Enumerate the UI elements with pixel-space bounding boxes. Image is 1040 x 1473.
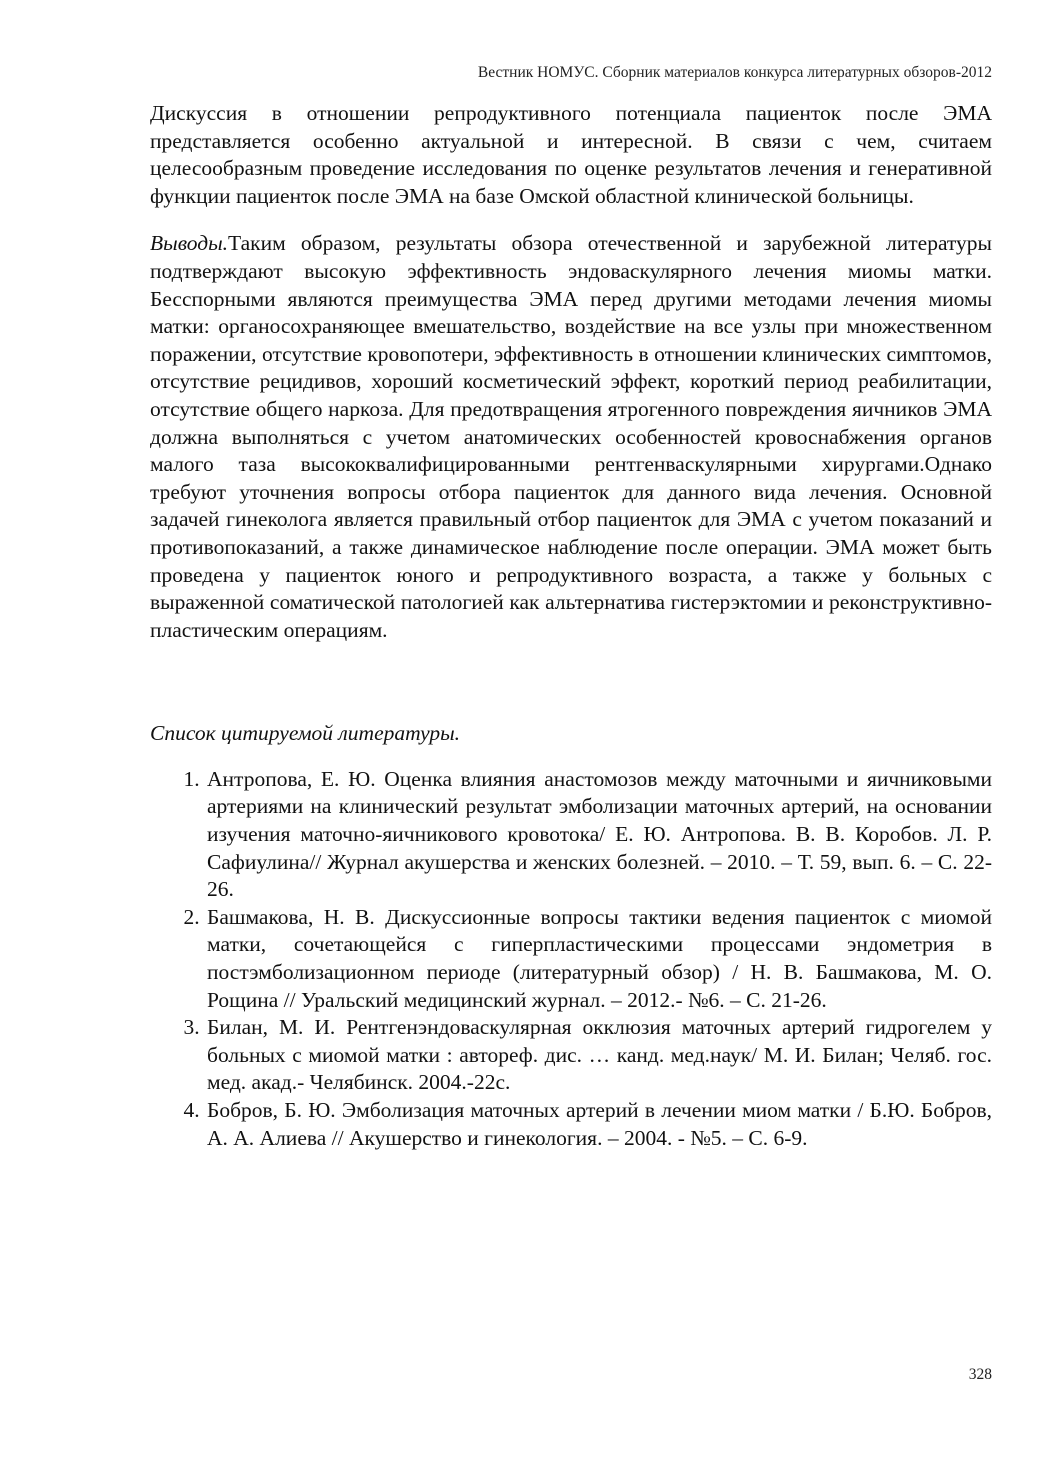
paragraph-discussion: Дискуссия в отношении репродуктивного потенциала пациенток после ЭМА представляется особенно актуальной и интересной. В связи с чем, считаем целесообразным проведение исследования по оценке результатов лечения и генеративной функции пациенток после ЭМА на базе Омской областной клинической больницы. bbox=[150, 101, 992, 208]
page-number: 328 bbox=[968, 1366, 992, 1383]
paragraph-conclusions bbox=[150, 230, 992, 644]
main-content bbox=[150, 100, 992, 1152]
conclusions-label: Выводы. bbox=[150, 231, 229, 256]
reference-item: 3. Билан, М. И. Рентгенэндоваскулярная окклюзия маточных артерий гидрогелем у больных с миомой матки : автореф. дис. … канд. мед.наук/ М. И. Билан; Челяб. гос. мед. акад.- Челябинск. 2004.-22с. bbox=[205, 1014, 992, 1097]
reference-item: 1. Антропова, Е. Ю. Оценка влияния анастомозов между маточными и яичниковыми артериями на клинический результат эмболизации маточных артерий, на основании изучения маточно-яичникового кровотока/ Е. Ю. Антропова. В. В. Коробов. Л. Р. Сафиулина// Журнал акушерства и женских болезней. – 2010. – Т. 59, вып. 6. – С. 22-26. bbox=[205, 766, 992, 904]
conclusions-text: Таким образом, результаты обзора отечественной и зарубежной литературы подтверждают высокую эффективность эндоваскулярного лечения миомы матки. Бесспорными являются преимущества ЭМА перед другими методами лечения миомы матки: органосохраняющее вмешательство, воздействие на все узлы при множественном поражении, отсутствие кровопотери, эффективность в отношении клинических симптомов, отсутствие рецидивов, хороший косметический эффект, короткий период реабилитации, отсутствие общего наркоза. Для предотвращения ятрогенного повреждения яичников ЭМА должна выполняться с учетом анатомических особенностей кровоснабжения органов малого таза высококвалифицированными рентгенваскулярными хирургами.Однако требуют уточнения вопросы отбора пациенток для данного вида лечения. Основной задачей гинеколога является правильный отбор пациенток для ЭМА с учетом показаний и противопоказаний, а также динамическое наблюдение после операции. ЭМА может быть проведена у пациенток юного и репродуктивного возраста, а также у больных с выраженной соматической патологией как альтернатива гистерэктомии и реконструктивно-пластическим операциям. bbox=[150, 231, 992, 642]
running-header: Вестник НОМУС. Сборник материалов конкурса литературных обзоров-2012 bbox=[477, 64, 992, 81]
reference-item: 2. Башмакова, Н. В. Дискуссионные вопросы тактики ведения пациенток с миомой матки, сочетающейся с гиперпластическими процессами эндометрия в постэмболизационном периоде (литературный обзор) / Н. В. Башмакова, М. О. Рощина // Уральский медицинский журнал. – 2012.- №6. – С. 21-26. bbox=[205, 904, 992, 1014]
references-title: Список цитируемой литературы. bbox=[150, 721, 461, 746]
reference-item: 4. Бобров, Б. Ю. Эмболизация маточных артерий в лечении миом матки / Б.Ю. Бобров, А. А. Алиева // Акушерство и гинекология. – 2004. - №5. – С. 6-9. bbox=[205, 1097, 992, 1152]
references-list bbox=[150, 766, 992, 1152]
